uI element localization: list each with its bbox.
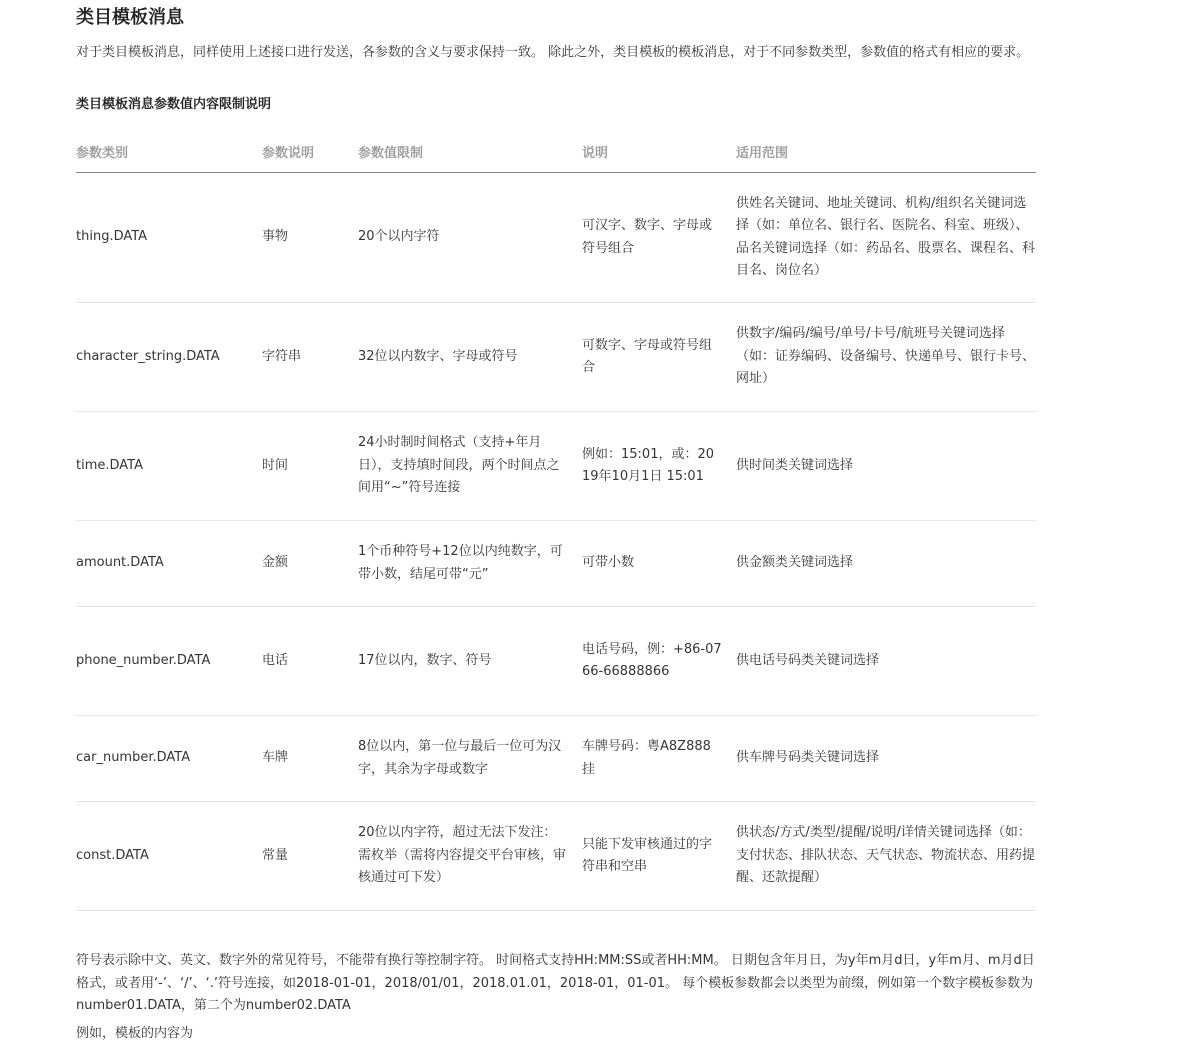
cell-remarks: 电话号码，例：+86-0766-66888866 bbox=[582, 607, 736, 716]
cell-param-type: thing.DATA bbox=[76, 173, 262, 303]
table-row bbox=[76, 716, 1036, 802]
header-scope: 适用范围 bbox=[736, 130, 1036, 173]
param-limits-table bbox=[76, 130, 1036, 911]
cell-param-type: time.DATA bbox=[76, 412, 262, 521]
cell-value-limit: 8位以内，第一位与最后一位可为汉字，其余为字母或数字 bbox=[358, 716, 582, 802]
cell-value-limit: 32位以内数字、字母或符号 bbox=[358, 303, 582, 412]
cell-remarks: 只能下发审核通过的字符串和空串 bbox=[582, 802, 736, 911]
cell-param-desc: 电话 bbox=[262, 607, 358, 716]
cell-param-type: amount.DATA bbox=[76, 521, 262, 607]
table-row bbox=[76, 173, 1036, 303]
cell-value-limit: 20个以内字符 bbox=[358, 173, 582, 303]
intro-paragraph: 对于类目模板消息，同样使用上述接口进行发送，各参数的含义与要求保持一致。 除此之外，类目模板的模板消息，对于不同参数类型，参数值的格式有相应的要求。 bbox=[76, 45, 1030, 60]
cell-value-limit: 24小时制时间格式（支持+年月日），支持填时间段，两个时间点之间用“~”符号连接 bbox=[358, 412, 582, 521]
symbol-format-note: 符号表示除中文、英文、数字外的常见符号，不能带有换行等控制字符。 时间格式支持HH:MM:SS或者HH:MM。 日期包含年月日，为y年m月d日，y年m月、m月d日格式，或者用‘-’、‘/’、‘.’符号连接，如2018-01-01，2018/01/01，2018.01.01，2018-01，01-01。 每个模板参数都会以类型为前缀，例如第一个数字模板参数为number01.DATA，第二个为number02.DATA bbox=[76, 953, 1035, 1013]
table-caption: 类目模板消息参数值内容限制说明 bbox=[76, 97, 272, 112]
cell-param-desc: 金额 bbox=[262, 521, 358, 607]
cell-remarks: 例如：15:01，或：2019年10月1日 15:01 bbox=[582, 412, 736, 521]
header-value-limit: 参数值限制 bbox=[358, 130, 582, 173]
cell-remarks: 车牌号码：粤A8Z888挂 bbox=[582, 716, 736, 802]
header-param-desc: 参数说明 bbox=[262, 130, 358, 173]
cell-value-limit: 20位以内字符，超过无法下发注：需枚举（需将内容提交平台审核，审核通过可下发） bbox=[358, 802, 582, 911]
cell-param-desc: 常量 bbox=[262, 802, 358, 911]
example-intro-text: 例如，模板的内容为 bbox=[76, 1026, 194, 1041]
cell-value-limit: 17位以内，数字、符号 bbox=[358, 607, 582, 716]
cell-value-limit: 1个币种符号+12位以内纯数字，可带小数，结尾可带“元” bbox=[358, 521, 582, 607]
cell-param-desc: 字符串 bbox=[262, 303, 358, 412]
cell-remarks: 可汉字、数字、字母或符号组合 bbox=[582, 173, 736, 303]
cell-param-type: character_string.DATA bbox=[76, 303, 262, 412]
cell-scope: 供金额类关键词选择 bbox=[736, 521, 1036, 607]
page-title: 类目模板消息 bbox=[76, 7, 184, 28]
table-row bbox=[76, 412, 1036, 521]
cell-param-type: phone_number.DATA bbox=[76, 607, 262, 716]
table-row bbox=[76, 802, 1036, 911]
cell-param-desc: 车牌 bbox=[262, 716, 358, 802]
cell-scope: 供状态/方式/类型/提醒/说明/详情关键词选择（如：支付状态、排队状态、天气状态、物流状态、用药提醒、还款提醒） bbox=[736, 802, 1036, 911]
table-row bbox=[76, 303, 1036, 412]
cell-scope: 供电话号码类关键词选择 bbox=[736, 607, 1036, 716]
cell-scope: 供数字/编码/编号/单号/卡号/航班号关键词选择（如：证券编码、设备编号、快递单号、银行卡号、网址） bbox=[736, 303, 1036, 412]
cell-param-type: car_number.DATA bbox=[76, 716, 262, 802]
cell-param-type: const.DATA bbox=[76, 802, 262, 911]
cell-scope: 供车牌号码类关键词选择 bbox=[736, 716, 1036, 802]
cell-remarks: 可带小数 bbox=[582, 521, 736, 607]
header-remarks: 说明 bbox=[582, 130, 736, 173]
header-param-type: 参数类别 bbox=[76, 130, 262, 173]
cell-param-desc: 事物 bbox=[262, 173, 358, 303]
table-row bbox=[76, 521, 1036, 607]
table-header-row bbox=[76, 130, 1036, 173]
cell-remarks: 可数字、字母或符号组合 bbox=[582, 303, 736, 412]
cell-scope: 供时间类关键词选择 bbox=[736, 412, 1036, 521]
cell-scope: 供姓名关键词、地址关键词、机构/组织名关键词选择（如：单位名、银行名、医院名、科室、班级）、品名关键词选择（如：药品名、股票名、课程名、科目名、岗位名） bbox=[736, 173, 1036, 303]
cell-param-desc: 时间 bbox=[262, 412, 358, 521]
table-row bbox=[76, 607, 1036, 716]
